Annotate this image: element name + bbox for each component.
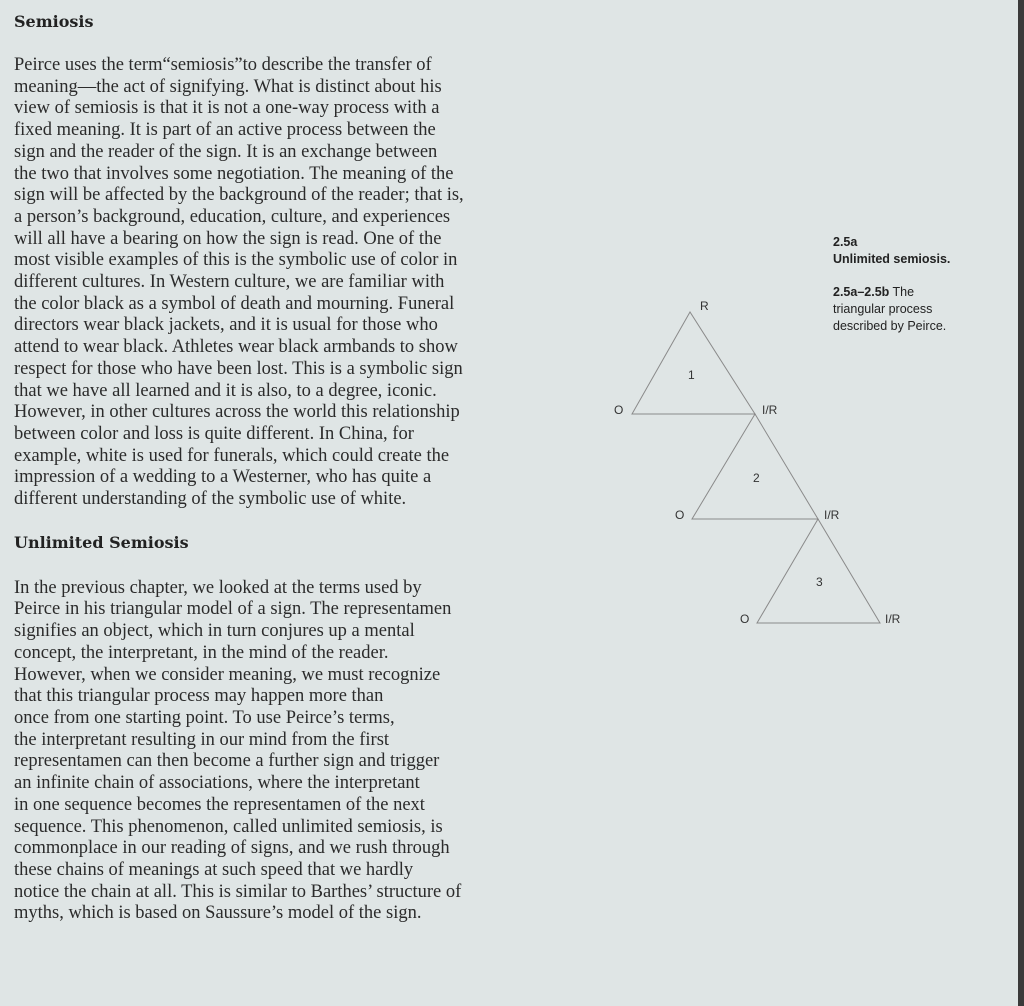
heading-semiosis: Semiosis bbox=[14, 12, 94, 31]
text-line: these chains of meanings at such speed that we hardly bbox=[14, 859, 414, 880]
text-line: Peirce in his triangular model of a sign. The representamen bbox=[14, 599, 452, 620]
text-line: notice the chain at all. This is similar to Barthes’ structure of bbox=[14, 881, 462, 902]
triangle-2-number: 2 bbox=[753, 471, 760, 485]
triangle-3-number: 3 bbox=[816, 575, 823, 589]
text-line: different cultures. In Western culture, we are familiar with bbox=[14, 272, 445, 293]
triangle-1-right-label: I/R bbox=[762, 403, 778, 417]
text-line: most visible examples of this is the symbolic use of color in bbox=[14, 250, 458, 271]
text-line: attend to wear black. Athletes wear black armbands to show bbox=[14, 337, 458, 358]
figure-range-text-2: triangular process bbox=[833, 302, 933, 316]
body-text-column bbox=[14, 10, 484, 925]
text-line: the two that involves some negotiation. The meaning of the bbox=[14, 163, 454, 184]
text-line: commonplace in our reading of signs, and we rush through bbox=[14, 838, 450, 859]
triangle-2-shape bbox=[692, 414, 818, 519]
text-line: However, in other cultures across the world this relationship bbox=[14, 402, 460, 423]
triangle-2-left-label: O bbox=[675, 508, 685, 522]
text-line: In the previous chapter, we looked at the terms used by bbox=[14, 577, 422, 598]
triangle-1-apex-label: R bbox=[700, 299, 709, 313]
triangle-1-left-label: O bbox=[614, 403, 624, 417]
triangle-3-shape bbox=[757, 519, 880, 623]
text-line: once from one starting point. To use Peirce’s terms, bbox=[14, 707, 395, 728]
text-line: view of semiosis is that it is not a one-way process with a bbox=[14, 98, 440, 119]
text-line: sign will be affected by the background of the reader; that is, bbox=[14, 185, 464, 206]
text-line: signifies an object, which in turn conjures up a mental bbox=[14, 621, 415, 642]
text-line: respect for those who have been lost. This is a symbolic sign bbox=[14, 358, 463, 379]
text-line: that this triangular process may happen more than bbox=[14, 686, 384, 707]
triangle-2 bbox=[675, 414, 840, 522]
text-line: between color and loss is quite different. In China, for bbox=[14, 423, 414, 444]
figure-range-text-1: The bbox=[892, 285, 915, 299]
figure-caption-title bbox=[833, 234, 950, 268]
text-line: impression of a wedding to a Westerner, who has quite a bbox=[14, 467, 432, 488]
triangle-3-right-label: I/R bbox=[885, 612, 901, 626]
text-line: Peirce uses the term“semiosis”to describe the transfer of bbox=[14, 55, 432, 75]
text-line: meaning—the act of signifying. What is distinct about his bbox=[14, 76, 442, 97]
triangle-1-number: 1 bbox=[688, 368, 695, 382]
text-line: sequence. This phenomenon, called unlimited semiosis, is bbox=[14, 816, 443, 837]
triangle-2-right-label: I/R bbox=[824, 508, 840, 522]
text-line: different understanding of the symbolic use of white. bbox=[14, 489, 407, 510]
paragraph-unlimited-semiosis bbox=[14, 578, 484, 925]
window-edge bbox=[1018, 0, 1024, 1006]
triangle-3 bbox=[740, 519, 901, 626]
text-line: example, white is used for funerals, which could create the bbox=[14, 445, 450, 466]
text-line: the interpretant resulting in our mind from the first bbox=[14, 729, 390, 750]
text-line: the color black as a symbol of death and mourning. Funeral bbox=[14, 293, 455, 314]
text-line: myths, which is based on Saussure’s model of the sign. bbox=[14, 903, 422, 924]
figure-number: 2.5a bbox=[833, 235, 858, 249]
figure-title: Unlimited semiosis. bbox=[833, 252, 951, 266]
text-line: in one sequence becomes the representamen of the next bbox=[14, 794, 425, 815]
text-line: representamen can then become a further sign and trigger bbox=[14, 751, 440, 772]
heading-unlimited-semiosis: Unlimited Semiosis bbox=[14, 532, 189, 552]
text-line: sign and the reader of the sign. It is an exchange between bbox=[14, 141, 438, 162]
text-line: concept, the interpretant, in the mind of the reader. bbox=[14, 642, 389, 663]
unlimited-semiosis-diagram bbox=[600, 290, 920, 630]
text-line: that we have all learned and it is also, to a degree, iconic. bbox=[14, 380, 437, 401]
text-line: an infinite chain of associations, where the interpretant bbox=[14, 773, 420, 794]
figure-range-text-3: described by Peirce. bbox=[833, 319, 947, 333]
paragraph-semiosis bbox=[14, 55, 484, 511]
triangle-3-left-label: O bbox=[740, 612, 750, 626]
figure-range-label: 2.5a–2.5b bbox=[833, 285, 890, 299]
text-line: a person’s background, education, culture, and experiences bbox=[14, 206, 451, 227]
triangle-1-shape bbox=[632, 312, 755, 414]
text-line: However, when we consider meaning, we must recognize bbox=[14, 664, 441, 685]
text-line: fixed meaning. It is part of an active process between the bbox=[14, 120, 436, 141]
triangle-1 bbox=[614, 299, 778, 417]
text-line: will all have a bearing on how the sign is read. One of the bbox=[14, 228, 442, 249]
text-line: directors wear black jackets, and it is usual for those who bbox=[14, 315, 438, 336]
